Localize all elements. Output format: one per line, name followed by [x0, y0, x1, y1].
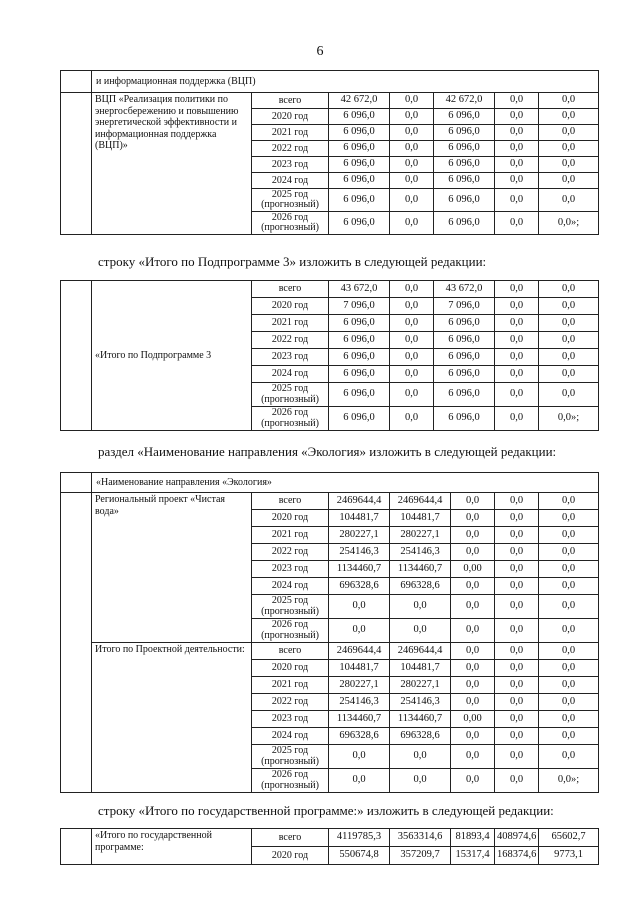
value-cell: 280227,1: [329, 527, 390, 544]
value-cell: 0,0: [539, 383, 599, 407]
value-cell: 0,0: [539, 366, 599, 383]
value-cell: 0,0»;: [539, 407, 599, 431]
period-cell: 2022 год: [252, 694, 329, 711]
value-cell: 0,0: [495, 281, 539, 298]
subprogram-3-table: [60, 280, 599, 431]
value-cell: 6 096,0: [434, 157, 495, 173]
value-cell: 6 096,0: [434, 173, 495, 189]
value-cell: 0,0: [539, 109, 599, 125]
value-cell: 0,0: [539, 141, 599, 157]
value-cell: 0,0: [539, 93, 599, 109]
value-cell: 0,0: [495, 109, 539, 125]
value-cell: 0,0: [495, 510, 539, 527]
value-cell: 0,0: [451, 510, 495, 527]
value-cell: 6 096,0: [329, 157, 390, 173]
table-header-row: и информационная поддержка (ВЦП): [92, 71, 599, 93]
value-cell: 0,0: [495, 643, 539, 660]
value-cell: 280227,1: [390, 527, 451, 544]
page-number: 6: [316, 44, 324, 59]
value-cell: 0,0: [539, 544, 599, 561]
value-cell: 0,0: [495, 660, 539, 677]
value-cell: 6 096,0: [329, 332, 390, 349]
value-cell: 0,0: [451, 578, 495, 595]
value-cell: 0,0: [495, 141, 539, 157]
value-cell: 6 096,0: [329, 189, 390, 212]
value-cell: 7 096,0: [329, 298, 390, 315]
value-cell: 6 096,0: [329, 125, 390, 141]
value-cell: 0,0: [495, 332, 539, 349]
value-cell: 0,0: [539, 728, 599, 745]
row-label: ВЦП «Реализация политики по энергосбережению и повышению энергетической эффективности и информационная поддержка (ВЦП)»: [92, 93, 252, 235]
period-cell: 2020 год: [252, 660, 329, 677]
value-cell: 0,0: [451, 728, 495, 745]
value-cell: 0,0: [390, 189, 434, 212]
value-cell: 43 672,0: [329, 281, 390, 298]
value-cell: 280227,1: [329, 677, 390, 694]
period-cell: всего: [252, 281, 329, 298]
value-cell: 0,0: [390, 595, 451, 619]
value-cell: 65602,7: [539, 829, 599, 847]
value-cell: 6 096,0: [434, 332, 495, 349]
row-label: Итого по Проектной деятельности:: [92, 643, 252, 793]
value-cell: 6 096,0: [434, 366, 495, 383]
table-row: [61, 281, 599, 298]
value-cell: 0,0»;: [539, 212, 599, 235]
value-cell: 0,0: [495, 173, 539, 189]
value-cell: 42 672,0: [329, 93, 390, 109]
value-cell: 104481,7: [390, 510, 451, 527]
value-cell: 357209,7: [390, 847, 451, 865]
value-cell: 0,0: [451, 619, 495, 643]
value-cell: 0,0: [495, 711, 539, 728]
empty-cell: [61, 473, 92, 493]
empty-cell: [61, 93, 92, 235]
period-cell: 2022 год: [252, 141, 329, 157]
value-cell: 3563314,6: [390, 829, 451, 847]
value-cell: 0,0: [495, 619, 539, 643]
value-cell: 6 096,0: [329, 141, 390, 157]
value-cell: 2469644,4: [329, 643, 390, 660]
value-cell: 0,0: [390, 173, 434, 189]
value-cell: 0,0: [539, 332, 599, 349]
value-cell: 7 096,0: [434, 298, 495, 315]
period-cell: 2021 год: [252, 677, 329, 694]
value-cell: 0,0: [495, 407, 539, 431]
value-cell: 0,0: [539, 315, 599, 332]
value-cell: 696328,6: [390, 728, 451, 745]
period-cell: 2020 год: [252, 510, 329, 527]
value-cell: 0,0: [495, 561, 539, 578]
value-cell: 0,0: [495, 93, 539, 109]
value-cell: 0,0: [390, 349, 434, 366]
value-cell: 0,0: [539, 281, 599, 298]
value-cell: 0,0: [495, 366, 539, 383]
period-cell: 2020 год: [252, 847, 329, 865]
value-cell: 0,00: [451, 561, 495, 578]
value-cell: 0,0: [495, 694, 539, 711]
value-cell: 0,0: [539, 349, 599, 366]
value-cell: 0,0: [539, 125, 599, 141]
instruction-text: строку «Итого по Подпрограмме 3» изложить в следующей редакции:: [98, 254, 487, 269]
value-cell: 0,0: [539, 493, 599, 510]
table-row: [61, 829, 599, 847]
value-cell: 0,0: [495, 298, 539, 315]
value-cell: 6 096,0: [434, 315, 495, 332]
period-cell: всего: [252, 829, 329, 847]
period-cell: 2026 год (прогнозный): [252, 407, 329, 431]
period-cell: 2024 год: [252, 173, 329, 189]
value-cell: 254146,3: [390, 694, 451, 711]
period-cell: 2022 год: [252, 332, 329, 349]
value-cell: 0,0: [495, 769, 539, 793]
value-cell: 0,0: [390, 281, 434, 298]
value-cell: 42 672,0: [434, 93, 495, 109]
period-cell: 2025 год (прогнозный): [252, 745, 329, 769]
value-cell: 696328,6: [329, 578, 390, 595]
value-cell: 0,0: [390, 157, 434, 173]
period-cell: 2024 год: [252, 366, 329, 383]
value-cell: 0,0: [390, 141, 434, 157]
value-cell: 550674,8: [329, 847, 390, 865]
period-cell: 2024 год: [252, 578, 329, 595]
value-cell: 0,0: [451, 527, 495, 544]
value-cell: 1134460,7: [390, 711, 451, 728]
value-cell: 4119785,3: [329, 829, 390, 847]
period-cell: 2026 год (прогнозный): [252, 619, 329, 643]
period-cell: 2023 год: [252, 157, 329, 173]
value-cell: 0,0: [495, 212, 539, 235]
value-cell: 0,0: [539, 298, 599, 315]
value-cell: 168374,6: [495, 847, 539, 865]
state-program-total-table: [60, 828, 599, 865]
value-cell: 0,0: [539, 561, 599, 578]
value-cell: 0,0: [539, 527, 599, 544]
period-cell: 2023 год: [252, 711, 329, 728]
value-cell: 0,0: [539, 643, 599, 660]
value-cell: 0,0: [495, 493, 539, 510]
period-cell: 2025 год (прогнозный): [252, 189, 329, 212]
value-cell: 6 096,0: [329, 407, 390, 431]
value-cell: 1134460,7: [329, 561, 390, 578]
table-row: [61, 93, 599, 109]
value-cell: 0,0: [539, 189, 599, 212]
row-label: «Итого по Подпрограмме 3: [92, 281, 252, 431]
value-cell: 0,0: [495, 349, 539, 366]
period-cell: 2023 год: [252, 349, 329, 366]
table-row: [61, 643, 599, 660]
value-cell: 43 672,0: [434, 281, 495, 298]
period-cell: 2021 год: [252, 527, 329, 544]
value-cell: 0,0: [539, 619, 599, 643]
value-cell: 0,0: [495, 595, 539, 619]
value-cell: 104481,7: [329, 660, 390, 677]
value-cell: 0,0: [539, 677, 599, 694]
value-cell: 6 096,0: [329, 366, 390, 383]
empty-cell: [61, 829, 92, 865]
period-cell: 2025 год (прогнозный): [252, 595, 329, 619]
value-cell: 0,0: [390, 366, 434, 383]
value-cell: 0,0: [539, 595, 599, 619]
value-cell: 6 096,0: [434, 407, 495, 431]
value-cell: 0,0: [390, 332, 434, 349]
value-cell: 0,0: [539, 745, 599, 769]
value-cell: 0,0: [451, 595, 495, 619]
empty-cell: [61, 281, 92, 431]
value-cell: 9773,1: [539, 847, 599, 865]
value-cell: 696328,6: [329, 728, 390, 745]
period-cell: 2026 год (прогнозный): [252, 769, 329, 793]
value-cell: 6 096,0: [434, 189, 495, 212]
period-cell: всего: [252, 93, 329, 109]
value-cell: 0,0: [539, 578, 599, 595]
value-cell: 0,0: [390, 769, 451, 793]
value-cell: 254146,3: [329, 544, 390, 561]
value-cell: 0,0: [451, 769, 495, 793]
value-cell: 6 096,0: [329, 109, 390, 125]
period-cell: 2023 год: [252, 561, 329, 578]
value-cell: 0,0: [495, 383, 539, 407]
value-cell: 0,0: [329, 745, 390, 769]
value-cell: 0,0: [329, 619, 390, 643]
value-cell: 1134460,7: [390, 561, 451, 578]
period-cell: всего: [252, 643, 329, 660]
value-cell: 0,0: [495, 315, 539, 332]
value-cell: 0,00: [451, 711, 495, 728]
value-cell: 0,0: [390, 383, 434, 407]
value-cell: 6 096,0: [329, 315, 390, 332]
value-cell: 0,0: [495, 527, 539, 544]
value-cell: 0,0: [390, 125, 434, 141]
period-cell: 2020 год: [252, 109, 329, 125]
value-cell: 0,0: [390, 407, 434, 431]
instruction-text: строку «Итого по государственной программе:» изложить в следующей редакции:: [98, 803, 554, 818]
value-cell: 6 096,0: [329, 383, 390, 407]
value-cell: 0,0: [451, 677, 495, 694]
period-cell: 2022 год: [252, 544, 329, 561]
empty-cell: [61, 493, 92, 793]
row-label: Региональный проект «Чистая вода»: [92, 493, 252, 643]
period-cell: 2021 год: [252, 125, 329, 141]
empty-cell: [61, 71, 92, 93]
value-cell: 0,0: [495, 745, 539, 769]
value-cell: 0,0: [495, 157, 539, 173]
value-cell: 0,0: [329, 769, 390, 793]
vcp-table: [60, 70, 599, 235]
value-cell: 0,0: [390, 315, 434, 332]
value-cell: 104481,7: [329, 510, 390, 527]
value-cell: 15317,4: [451, 847, 495, 865]
value-cell: 6 096,0: [329, 173, 390, 189]
value-cell: 696328,6: [390, 578, 451, 595]
value-cell: 6 096,0: [434, 125, 495, 141]
value-cell: 2469644,4: [390, 493, 451, 510]
value-cell: 0,0: [539, 694, 599, 711]
value-cell: 0,0: [451, 643, 495, 660]
value-cell: 0,0»;: [539, 769, 599, 793]
value-cell: 0,0: [495, 189, 539, 212]
table-header-row: «Наименование направления «Экология»: [92, 473, 599, 493]
value-cell: 81893,4: [451, 829, 495, 847]
value-cell: 0,0: [451, 694, 495, 711]
value-cell: 254146,3: [329, 694, 390, 711]
instruction-text: раздел «Наименование направления «Экология» изложить в следующей редакции:: [98, 444, 557, 459]
value-cell: 0,0: [390, 298, 434, 315]
value-cell: 0,0: [495, 728, 539, 745]
value-cell: 6 096,0: [434, 141, 495, 157]
value-cell: 0,0: [539, 711, 599, 728]
value-cell: 0,0: [495, 677, 539, 694]
value-cell: 6 096,0: [434, 383, 495, 407]
value-cell: 6 096,0: [434, 349, 495, 366]
value-cell: 6 096,0: [434, 212, 495, 235]
period-cell: 2020 год: [252, 298, 329, 315]
row-label: «Итого по государственной программе:: [92, 829, 252, 865]
value-cell: 104481,7: [390, 660, 451, 677]
value-cell: 0,0: [495, 578, 539, 595]
period-cell: 2026 год (прогнозный): [252, 212, 329, 235]
period-cell: 2025 год (прогнозный): [252, 383, 329, 407]
period-cell: 2024 год: [252, 728, 329, 745]
value-cell: 2469644,4: [390, 643, 451, 660]
value-cell: 0,0: [390, 619, 451, 643]
value-cell: 0,0: [539, 660, 599, 677]
value-cell: 1134460,7: [329, 711, 390, 728]
value-cell: 0,0: [390, 745, 451, 769]
period-cell: всего: [252, 493, 329, 510]
value-cell: 6 096,0: [434, 109, 495, 125]
value-cell: 6 096,0: [329, 349, 390, 366]
value-cell: 2469644,4: [329, 493, 390, 510]
value-cell: 0,0: [451, 660, 495, 677]
value-cell: 0,0: [539, 157, 599, 173]
value-cell: 6 096,0: [329, 212, 390, 235]
value-cell: 0,0: [451, 493, 495, 510]
period-cell: 2021 год: [252, 315, 329, 332]
value-cell: 0,0: [329, 595, 390, 619]
ecology-table: [60, 472, 599, 793]
table-row: [61, 493, 599, 510]
value-cell: 0,0: [390, 212, 434, 235]
value-cell: 0,0: [390, 109, 434, 125]
value-cell: 0,0: [495, 125, 539, 141]
value-cell: 0,0: [495, 544, 539, 561]
value-cell: 0,0: [451, 745, 495, 769]
value-cell: 254146,3: [390, 544, 451, 561]
value-cell: 0,0: [539, 173, 599, 189]
value-cell: 0,0: [390, 93, 434, 109]
value-cell: 408974,6: [495, 829, 539, 847]
value-cell: 0,0: [539, 510, 599, 527]
value-cell: 0,0: [451, 544, 495, 561]
value-cell: 280227,1: [390, 677, 451, 694]
